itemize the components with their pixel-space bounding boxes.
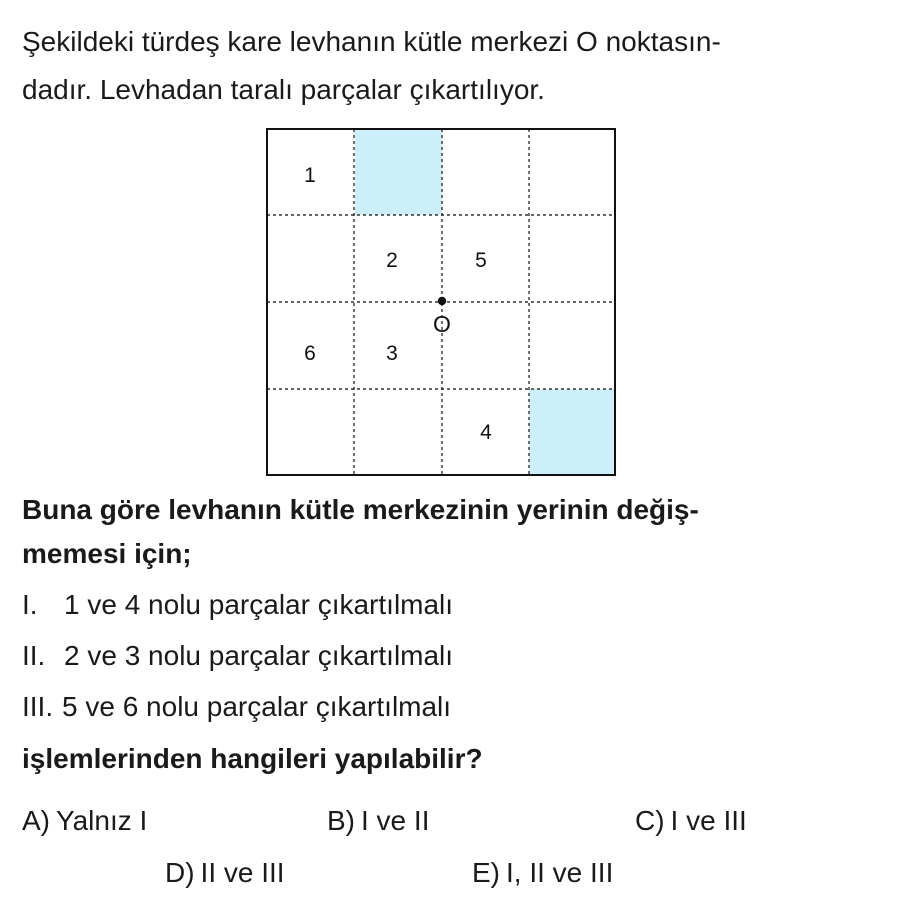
option-letter: B) [327, 805, 355, 836]
piece-label-4: 4 [480, 421, 492, 444]
statement-iii [22, 690, 451, 724]
piece-label-1: 1 [304, 164, 316, 187]
center-point [438, 297, 446, 305]
center-label-o: O [433, 311, 451, 337]
square-plate-figure [266, 128, 616, 476]
option-e[interactable] [472, 856, 613, 890]
option-text: Yalnız I [56, 805, 148, 836]
option-c[interactable] [635, 804, 747, 838]
piece-label-2: 2 [386, 249, 398, 272]
piece-label-3: 3 [386, 342, 398, 365]
statement-text: 5 ve 6 nolu parçalar çıkartılmalı [62, 691, 452, 722]
statement-text: 2 ve 3 nolu parçalar çıkartılmalı [64, 640, 454, 671]
statement-number: III. [22, 691, 54, 722]
statement-number: I. [22, 589, 38, 620]
plate-diagram [266, 128, 616, 476]
statement-i [22, 588, 453, 622]
question-stem [22, 18, 872, 114]
option-text: I ve III [670, 805, 747, 836]
option-text: II ve III [200, 857, 285, 888]
statement-ii [22, 639, 453, 673]
piece-label-5: 5 [475, 249, 487, 272]
stem-line-1: Şekildeki türdeş kare levhanın kütle merkezi O noktasın- [22, 26, 721, 57]
option-text: I, II ve III [506, 857, 614, 888]
shaded-piece-bottom-right [529, 389, 615, 475]
question-text [22, 488, 882, 576]
option-letter: C) [635, 805, 665, 836]
statement-number: II. [22, 640, 46, 671]
option-letter: A) [22, 805, 50, 836]
option-b[interactable] [327, 804, 429, 838]
option-text: I ve II [361, 805, 430, 836]
option-a[interactable] [22, 804, 147, 838]
question-line-2: memesi için; [22, 538, 192, 569]
statement-text: 1 ve 4 nolu parçalar çıkartılmalı [64, 589, 454, 620]
option-d[interactable] [165, 856, 285, 890]
piece-label-6: 6 [304, 342, 316, 365]
option-letter: E) [472, 857, 500, 888]
stem-line-2: dadır. Levhadan taralı parçalar çıkartılıyor. [22, 74, 545, 105]
shaded-piece-top [355, 129, 442, 215]
question-prompt: işlemlerinden hangileri yapılabilir? [22, 743, 483, 774]
question-line-1: Buna göre levhanın kütle merkezinin yerinin değiş- [22, 494, 699, 525]
option-letter: D) [165, 857, 195, 888]
